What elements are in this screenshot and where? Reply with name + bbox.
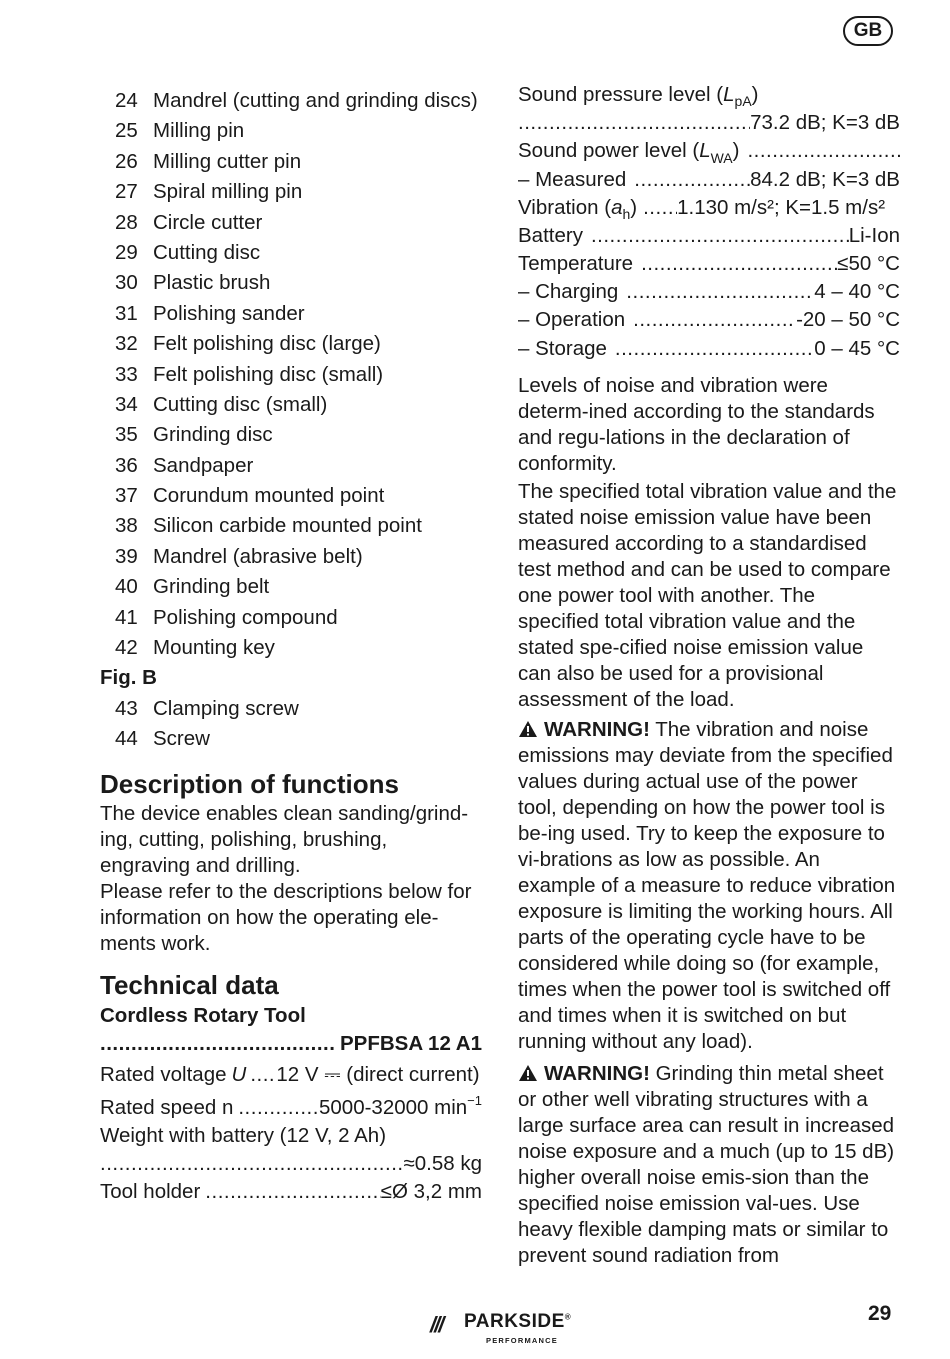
list-item (100, 116, 482, 146)
list-item (100, 633, 482, 663)
warning-label: WARNING! (544, 717, 650, 741)
noise-levels-paragraph: Levels of noise and vibration were determ-ined according to the standards and regu-lations in the declaration of conformity. (518, 373, 875, 475)
part-number: 41 (115, 605, 138, 629)
dot-leader (739, 137, 900, 165)
right-column (518, 81, 900, 1269)
sound-pressure-label-row (518, 81, 900, 109)
rated-voltage-row (100, 1061, 482, 1089)
spec-label: Rated speed n (100, 1095, 234, 1119)
logo-brand: PARKSIDE (464, 1311, 565, 1332)
part-number: 44 (115, 727, 138, 751)
part-label: Grinding belt (153, 575, 270, 599)
spec-value: 73.2 dB; K=3 dB (750, 111, 900, 135)
spec-label: Vibration ( (518, 195, 612, 219)
part-number: 32 (115, 332, 138, 356)
fig-b-label: Fig. B (100, 666, 157, 690)
part-label: Milling cutter pin (153, 149, 302, 173)
spec-label: Tool holder (100, 1179, 201, 1203)
spec-label: Sound power level ( (518, 139, 700, 163)
description-paragraph: Please refer to the descriptions below for information on how the operating ele-ments work. (100, 879, 472, 955)
list-item (100, 390, 482, 420)
logo-subtitle: PERFORMANCE (486, 1336, 558, 1345)
operation-row (518, 307, 900, 335)
spec-value: Li-Ion (848, 223, 900, 247)
description-heading: Description of functions (100, 768, 399, 799)
warning-triangle-icon (518, 1064, 538, 1082)
list-item (100, 572, 482, 602)
vibration-row (518, 194, 900, 222)
spec-value: 84.2 dB; K=3 dB (750, 167, 900, 191)
logo-registered: ® (564, 1312, 572, 1322)
warning-triangle-icon (518, 720, 538, 738)
spec-value: ≤50 °C (837, 252, 900, 276)
warning-label: WARNING! (544, 1061, 650, 1085)
part-label: Corundum mounted point (153, 484, 385, 508)
list-item (100, 329, 482, 359)
spec-label: Sound pressure level ( (518, 83, 724, 106)
part-number: 35 (115, 423, 138, 447)
part-number: 40 (115, 575, 138, 599)
spec-symbol: U (231, 1062, 247, 1086)
list-item (100, 603, 482, 633)
part-number: 36 (115, 453, 138, 477)
spec-subscript: pA (734, 93, 752, 110)
part-number: 28 (115, 210, 138, 234)
dot-leader (637, 194, 677, 222)
dot-leader (625, 307, 796, 335)
storage-row (518, 335, 900, 363)
dot-leader (233, 1094, 319, 1122)
left-column (100, 86, 482, 1206)
warning-text: The vibration and noise emissions may deviate from the specified values during actual use of the power tool, depending on how the power tool is be-ing used. Try to keep the exposure to vi-brations as low as possible. An example of a measure to reduce vibration exposure is limiting the working hours. All parts of the operating cycle have to be considered while doing so (for example, times when the power tool is switched off and times when it is switched on but running without any load). (518, 717, 896, 1053)
sound-pressure-value-row (518, 109, 900, 137)
part-label: Sandpaper (153, 453, 254, 477)
product-label: Cordless Rotary Tool (100, 1003, 306, 1027)
spec-label: Weight with battery (12 V, 2 Ah) (100, 1123, 387, 1147)
spec-subscript: WA (710, 149, 733, 166)
parkside-logo (430, 1308, 590, 1348)
spec-subscript: h (622, 205, 631, 222)
part-number: 42 (115, 636, 138, 660)
spec-symbol: a (611, 195, 623, 219)
charging-row (518, 278, 900, 306)
spec-paren: ) (732, 139, 740, 163)
spec-label: Temperature (518, 252, 634, 276)
logo-text (464, 1311, 571, 1333)
spec-value: ≤Ø 3,2 mm (380, 1179, 482, 1203)
description-paragraph: The device enables clean sanding/grind-ing, cutting, polishing, brushing, engraving and drilling. (100, 801, 469, 877)
temperature-row (518, 250, 900, 278)
right-spec-block (518, 81, 900, 363)
part-label: Circle cutter (153, 210, 263, 234)
warning-text: Grinding thin metal sheet or other well vibrating structures with a large surface area can result in increased noise exposure and a much (up to 15 dB) higher overall noise emis-sion than the specified noise emission val-ues. Use heavy flexible damping mats or similar to prevent sound radiation from (518, 1061, 895, 1267)
warning-paragraph (518, 717, 900, 1055)
part-label: Screw (153, 727, 210, 751)
spec-symbol: L (723, 83, 735, 106)
list-item (100, 481, 482, 511)
spec-value: -20 – 50 °C (796, 308, 900, 332)
part-label: Felt polishing disc (large) (153, 332, 381, 356)
fig-b-list (100, 694, 482, 755)
dot-leader (633, 250, 837, 278)
part-label: Cutting disc (small) (153, 392, 328, 416)
part-number: 29 (115, 240, 138, 264)
part-number: 31 (115, 301, 138, 325)
parts-list (100, 86, 482, 663)
dot-leader (100, 1150, 404, 1178)
list-item (100, 420, 482, 450)
part-label: Felt polishing disc (small) (153, 362, 384, 386)
part-label: Cutting disc (153, 240, 261, 264)
spec-value: 0 – 45 °C (814, 336, 900, 360)
technical-data-heading: Technical data (100, 969, 279, 1000)
spec-value: 12 V ⎓ (direct current) (276, 1062, 480, 1086)
part-number: 24 (115, 89, 138, 112)
dot-leader (246, 1061, 276, 1089)
spec-symbol: L (699, 139, 711, 163)
spec-label: Battery (518, 223, 583, 247)
part-label: Milling pin (153, 119, 245, 143)
part-label: Plastic brush (153, 271, 271, 295)
part-label: Polishing sander (153, 301, 305, 325)
measured-row (518, 166, 900, 194)
spec-label: – Measured (518, 167, 627, 191)
dot-leader (607, 335, 814, 363)
list-item (100, 177, 482, 207)
spec-label: – Storage (518, 336, 607, 360)
dot-leader (626, 166, 750, 194)
list-item (100, 238, 482, 268)
model-value: PPFBSA 12 A1 (339, 1031, 482, 1055)
spec-paren: ) (630, 195, 638, 219)
list-item (100, 86, 482, 116)
part-number: 30 (115, 271, 138, 295)
tool-holder-row (100, 1178, 482, 1206)
spec-label: – Operation (518, 308, 626, 332)
part-number: 43 (115, 696, 138, 720)
list-item (100, 542, 482, 572)
part-label: Silicon carbide mounted point (153, 514, 422, 538)
spec-paren: ) (751, 83, 759, 106)
part-number: 34 (115, 392, 138, 416)
weight-label-row (100, 1122, 482, 1150)
spec-value: ≈0.58 kg (403, 1151, 482, 1175)
part-label: Mandrel (abrasive belt) (153, 544, 363, 568)
part-number: 37 (115, 484, 138, 508)
page-number: 29 (868, 1302, 892, 1325)
part-number: 33 (115, 362, 138, 386)
list-item (100, 147, 482, 177)
part-label: Clamping screw (153, 696, 299, 720)
warning-paragraph (518, 1061, 900, 1269)
part-label: Mounting key (153, 636, 275, 660)
spec-value: 1.130 m/s²; K=1.5 m/s² (677, 195, 886, 219)
dot-leader (618, 278, 814, 306)
spec-label: Rated voltage (100, 1062, 227, 1086)
list-item (100, 299, 482, 329)
spec-exponent: −1 (467, 1093, 482, 1108)
dot-leader (200, 1178, 380, 1206)
vibration-value-paragraph: The specified total vibration value and the stated noise emission value have been measured according to a standardised test method and can be used to compare one power tool with another. The specified total vibration value and the stated spe-cified noise emission value can also be used for a provisional assessment of the load. (518, 479, 897, 711)
weight-value-row (100, 1150, 482, 1178)
list-item (100, 268, 482, 298)
country-badge: GB (843, 16, 893, 46)
spec-value: 5000-32000 min (319, 1095, 468, 1119)
logo-slashes: /// (430, 1312, 443, 1337)
dot-leader (518, 109, 750, 137)
list-item (100, 511, 482, 541)
spec-value: 4 – 40 °C (814, 280, 900, 304)
sound-power-row (518, 137, 900, 165)
spec-label: – Charging (518, 280, 619, 304)
part-label: Grinding disc (153, 423, 273, 447)
part-label: Mandrel (cutting and grinding discs) (153, 89, 478, 112)
list-item (100, 694, 482, 724)
list-item (100, 724, 482, 754)
dot-leader (100, 1030, 336, 1058)
battery-row (518, 222, 900, 250)
part-number: 38 (115, 514, 138, 538)
rated-speed-row (100, 1094, 482, 1122)
model-row (100, 1030, 482, 1058)
part-number: 39 (115, 544, 138, 568)
part-number: 26 (115, 149, 138, 173)
dot-leader (583, 222, 849, 250)
part-number: 25 (115, 119, 138, 143)
list-item (100, 451, 482, 481)
part-label: Spiral milling pin (153, 180, 303, 204)
part-number: 27 (115, 180, 138, 204)
list-item (100, 360, 482, 390)
part-label: Polishing compound (153, 605, 338, 629)
list-item (100, 208, 482, 238)
